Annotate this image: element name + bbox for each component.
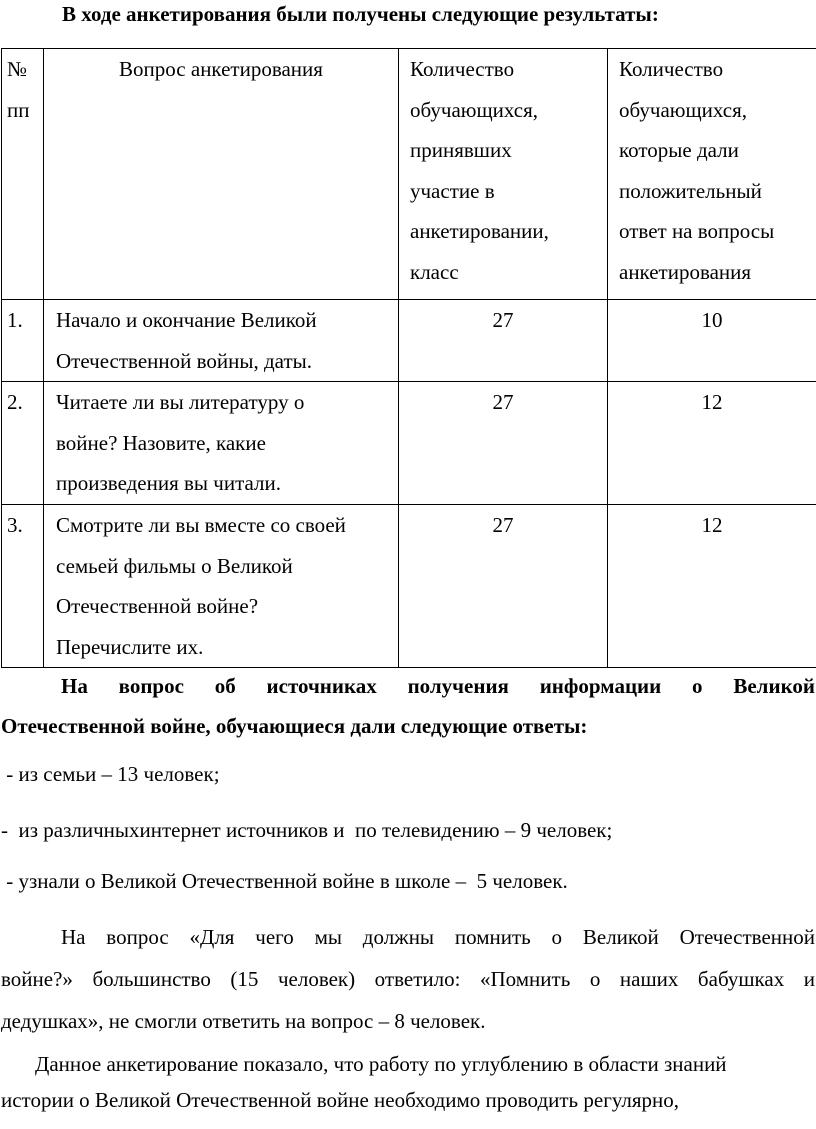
header-participants-line: Количество — [410, 57, 515, 81]
memory-paragraph — [1, 916, 815, 1042]
header-number — [2, 49, 44, 300]
paragraph-line: войне?» большинство (15 человек) ответило: «Помнить о наших бабушках и — [1, 967, 815, 991]
header-positive-line: положительный — [619, 178, 762, 203]
conclusion-paragraph — [1, 1046, 815, 1118]
table-row — [2, 300, 816, 382]
header-question: Вопрос анкетирования — [44, 49, 399, 300]
header-participants-line: обучающихся, — [410, 97, 538, 122]
list-item: - из семьи – 13 человек; — [1, 762, 220, 786]
header-positive-line: Количество — [619, 57, 724, 81]
header-positive — [608, 49, 816, 300]
header-number-line: № — [7, 57, 28, 81]
row-positive: 12 — [608, 382, 816, 505]
header-participants-line: участие в — [410, 178, 495, 203]
row-participants: 27 — [399, 382, 608, 505]
paragraph-line: истории о Великой Отечественной войне необходимо проводить регулярно, — [1, 1088, 680, 1112]
table-row — [2, 382, 816, 505]
sources-intro-line: Отечественной войне, обучающиеся дали следующие ответы: — [1, 714, 588, 738]
row-question-line: Читаете ли вы литературу о — [56, 390, 305, 414]
row-participants: 27 — [399, 300, 608, 382]
list-item: - узнали о Великой Отечественной войне в школе – 5 человек. — [1, 869, 568, 893]
table-row — [2, 505, 816, 668]
header-positive-line: ответ на вопросы — [619, 219, 775, 243]
survey-results-table — [1, 48, 816, 668]
results-heading: В ходе анкетирования были получены следующие результаты: — [62, 2, 659, 26]
row-number: 2. — [2, 382, 44, 505]
sources-intro-line: На вопрос об источниках получения информации о Великой — [61, 674, 815, 698]
row-number: 1. — [2, 300, 44, 382]
row-question-line: Перечислите их. — [56, 634, 204, 659]
row-question-line: Отечественной войне? — [56, 594, 259, 618]
row-question-line: войне? Назовите, какие — [56, 430, 266, 455]
row-question — [44, 505, 399, 668]
list-item: - из различныхинтернет источников и по телевидению – 9 человек; — [1, 818, 613, 842]
header-positive-line: обучающихся, — [619, 97, 747, 122]
header-positive-line: анкетирования — [619, 259, 752, 284]
paragraph-line: Данное анкетирование показало, что работу по углублению в области знаний — [35, 1052, 727, 1076]
row-question — [44, 382, 399, 505]
row-positive: 10 — [608, 300, 816, 382]
row-question-line: семьей фильмы о Великой — [56, 553, 293, 578]
table-header-row — [2, 49, 816, 300]
row-participants: 27 — [399, 505, 608, 668]
header-participants — [399, 49, 608, 300]
paragraph-line: дедушках», не смогли ответить на вопрос – 8 человек. — [1, 1009, 486, 1033]
row-positive: 12 — [608, 505, 816, 668]
row-question-line: Начало и окончание Великой — [56, 308, 317, 332]
header-positive-line: которые дали — [619, 138, 739, 162]
header-participants-line: принявших — [410, 138, 512, 162]
row-number: 3. — [2, 505, 44, 668]
row-question-line: Отечественной войны, даты. — [56, 348, 312, 373]
header-participants-line: анкетировании, — [410, 219, 549, 243]
header-participants-line: класс — [410, 259, 459, 284]
paragraph-line: На вопрос «Для чего мы должны помнить о Великой Отечественной — [61, 925, 815, 949]
row-question-line: произведения вы читали. — [56, 471, 281, 495]
row-question-line: Смотрите ли вы вместе со своей — [56, 513, 346, 537]
row-question — [44, 300, 399, 382]
header-number-line: пп — [7, 97, 30, 122]
